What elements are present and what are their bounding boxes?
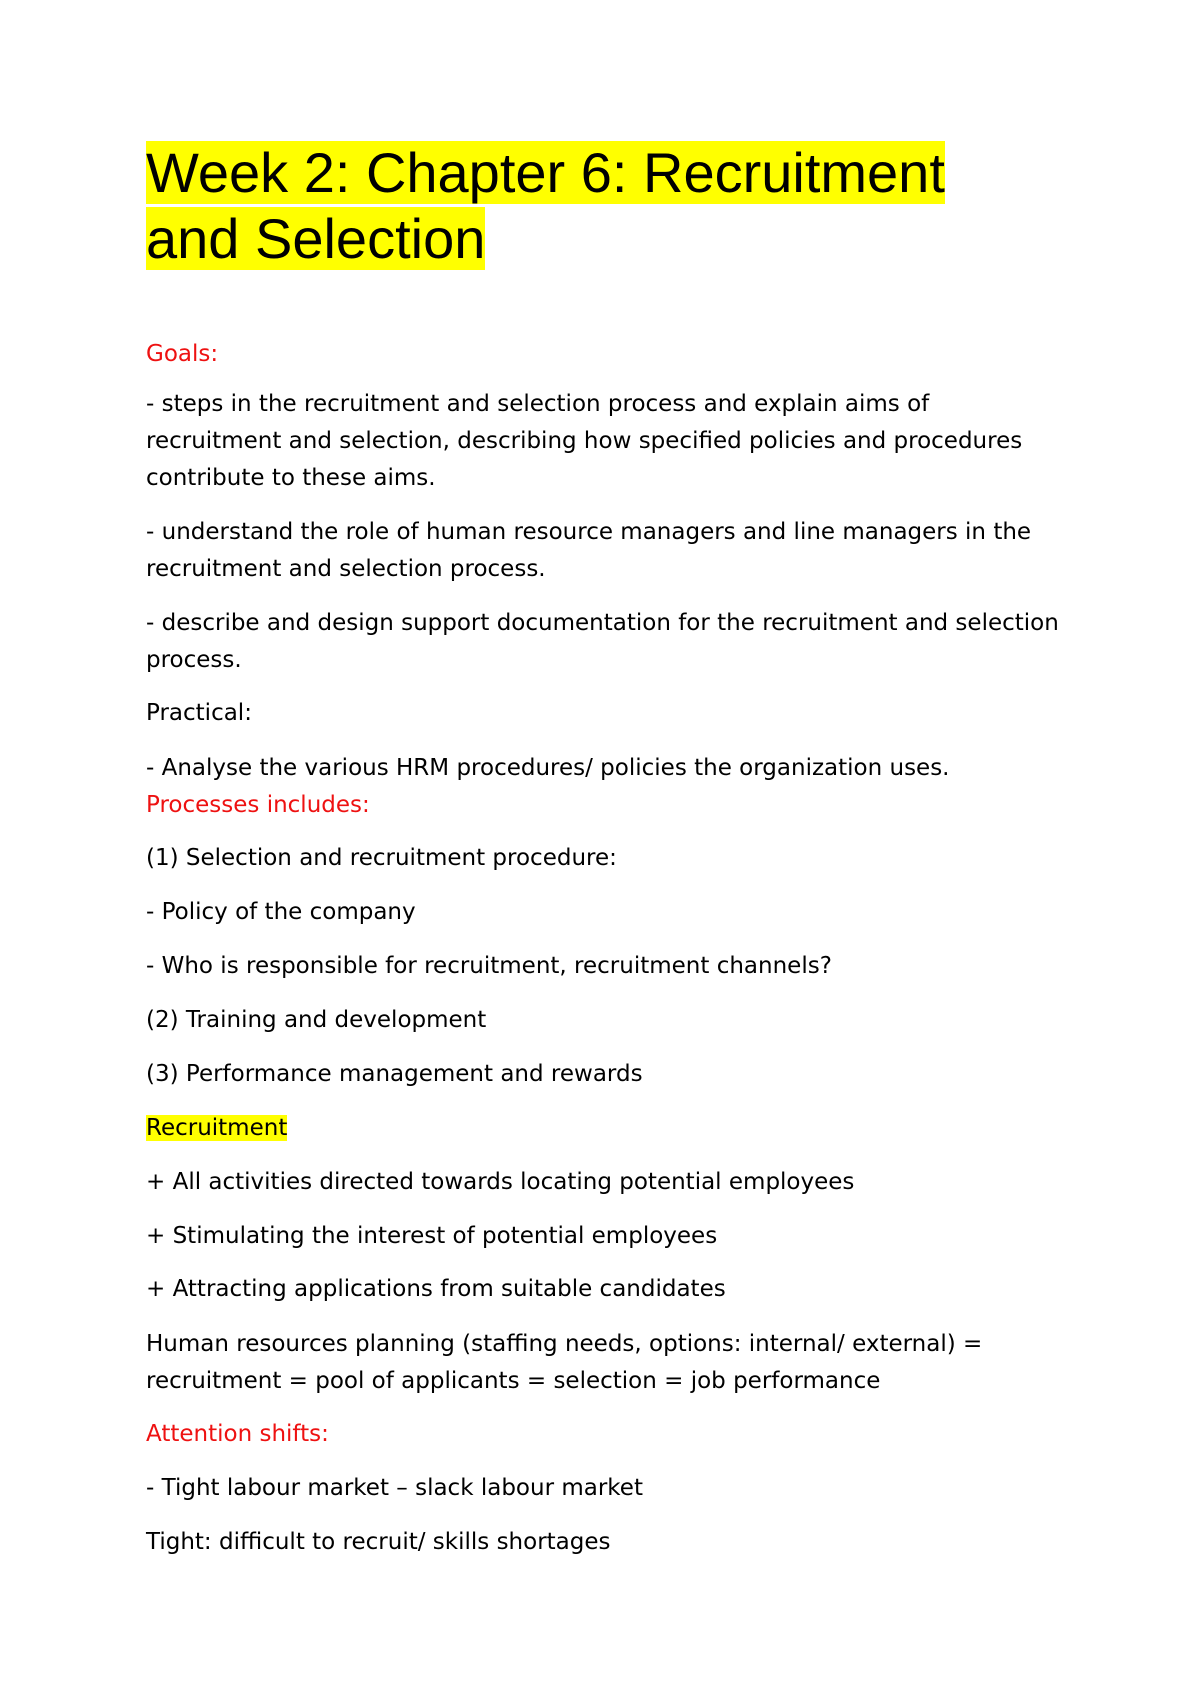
practical-item: - Analyse the various HRM procedures/ policies the organization uses. [146, 755, 950, 781]
recruitment-flow-line-1: Human resources planning (staffing needs, options: internal/ external) = [146, 1331, 983, 1357]
recruitment-item: + All activities directed towards locating potential employees [146, 1169, 855, 1195]
processes-item: - Policy of the company [146, 899, 416, 925]
attention-item-1 [146, 1470, 1086, 1507]
goals-item-3-line-1: - describe and design support documentation for the recruitment and selection [146, 610, 1059, 636]
recruitment-item-2 [146, 1218, 1086, 1255]
processes-item-2 [146, 894, 1086, 931]
processes-item-3 [146, 948, 1086, 985]
recruitment-heading: Recruitment [146, 1115, 288, 1141]
processes-item: (3) Performance management and rewards [146, 1061, 643, 1087]
recruitment-item-3 [146, 1271, 1086, 1308]
goals-item-2-line-1: - understand the role of human resource managers and line managers in the [146, 519, 1032, 545]
attention-heading: Attention shifts: [146, 1421, 329, 1447]
attention-section [146, 1416, 1086, 1453]
goals-item-3-line-2: process. [146, 647, 242, 673]
goals-item-2-line-2: recruitment and selection process. [146, 556, 546, 582]
processes-item-4 [146, 1002, 1086, 1039]
processes-item: (1) Selection and recruitment procedure: [146, 845, 617, 871]
goals-item-1-line-3: contribute to these aims. [146, 465, 436, 491]
recruitment-item-1 [146, 1164, 1086, 1201]
title-line-1: Week 2: Chapter 6: Recruitment [146, 141, 945, 204]
processes-heading: Processes includes: [146, 792, 370, 818]
document-title-block [146, 140, 1076, 272]
practical-section [146, 695, 1086, 732]
recruitment-item: + Stimulating the interest of potential employees [146, 1223, 718, 1249]
recruitment-item: + Attracting applications from suitable candidates [146, 1276, 726, 1302]
practical-item-block [146, 750, 1086, 824]
practical-heading: Practical: [146, 700, 252, 726]
page-title [146, 140, 1076, 272]
recruitment-flow-line-2: recruitment = pool of applicants = selection = job performance [146, 1368, 881, 1394]
processes-item: - Who is responsible for recruitment, recruitment channels? [146, 953, 832, 979]
goals-heading: Goals: [146, 341, 219, 367]
attention-item: - Tight labour market – slack labour market [146, 1475, 643, 1501]
title-line-2: and Selection [146, 207, 486, 270]
goals-item-1-line-2: recruitment and selection, describing how specified policies and procedures [146, 428, 1023, 454]
goals-item-3 [146, 605, 1086, 679]
recruitment-flow [146, 1326, 1086, 1400]
goals-section [146, 336, 1086, 373]
processes-item: (2) Training and development [146, 1007, 487, 1033]
goals-item-2 [146, 514, 1086, 588]
goals-item-1-line-1: - steps in the recruitment and selection process and explain aims of [146, 391, 930, 417]
attention-item-2 [146, 1524, 1086, 1561]
goals-item-1 [146, 386, 1086, 497]
processes-item-5 [146, 1056, 1086, 1093]
processes-item-1 [146, 840, 1086, 877]
recruitment-section [146, 1110, 1086, 1147]
attention-item: Tight: difficult to recruit/ skills shortages [146, 1529, 611, 1555]
